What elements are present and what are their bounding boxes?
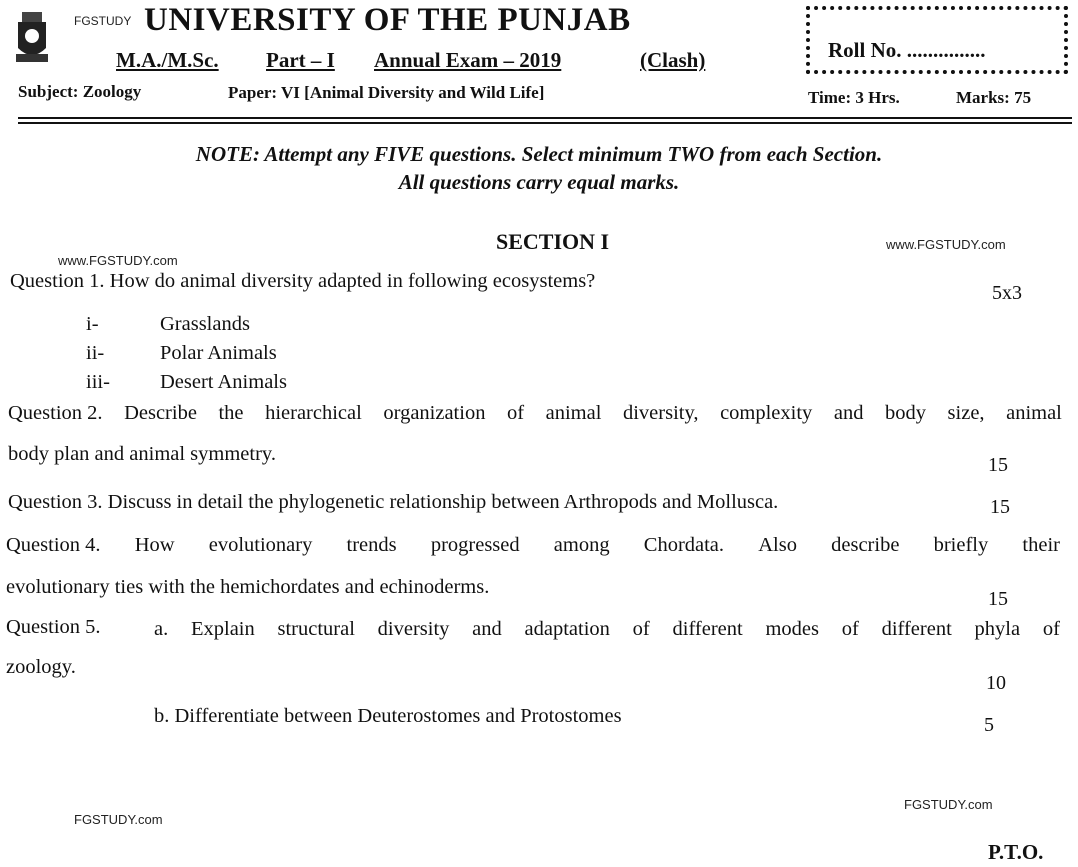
header-divider-second: [18, 122, 1072, 124]
paper-title: Paper: VI [Animal Diversity and Wild Life]: [228, 83, 545, 102]
word: Also: [758, 534, 797, 556]
question-4-line-1: [6, 534, 1060, 557]
roll-number-box: [806, 6, 1068, 74]
word: of: [632, 618, 650, 640]
word: How: [134, 534, 175, 556]
total-marks: Marks: 75: [956, 88, 1032, 107]
question-5a-line-2: zoology.: [6, 656, 76, 678]
word: briefly: [933, 534, 989, 556]
question-4-marks: 15: [988, 588, 1008, 610]
word: the: [218, 402, 244, 424]
question-2-line-1: [8, 402, 1062, 425]
university-crest-icon: [12, 8, 52, 66]
word: body: [885, 402, 926, 424]
question-1-text: Question 1. How do animal diversity adapted in following ecosystems?: [10, 270, 596, 292]
word: phyla: [974, 618, 1021, 640]
list-item-number: ii-: [86, 342, 105, 364]
subject: Subject: Zoology: [18, 82, 142, 101]
question-2-line-2: body plan and animal symmetry.: [8, 443, 276, 465]
word: Describe: [124, 402, 197, 424]
list-item-text: Grasslands: [160, 313, 250, 335]
word: progressed: [430, 534, 520, 556]
question-4-line-2: evolutionary ties with the hemichordates and echinoderms.: [6, 576, 490, 598]
word: describe: [831, 534, 900, 556]
word: of: [507, 402, 525, 424]
question-2-marks: 15: [988, 454, 1008, 476]
word: diversity,: [622, 402, 699, 424]
word: Question 2.: [8, 402, 103, 424]
word: Chordata.: [643, 534, 725, 556]
list-item-text: Polar Animals: [160, 342, 277, 364]
instructions-note: NOTE: Attempt any FIVE questions. Select minimum TWO from each Section.: [195, 142, 883, 166]
question-3-marks: 15: [990, 496, 1010, 518]
question-5b-text: b. Differentiate between Deuterostomes and Protostomes: [154, 705, 622, 727]
word: a.: [154, 618, 169, 640]
word: organization: [383, 402, 486, 424]
word: and: [833, 402, 864, 424]
question-1-marks: 5x3: [992, 282, 1022, 304]
exam-part: Part – I: [266, 48, 335, 72]
word: evolutionary: [208, 534, 313, 556]
word: adaptation: [524, 618, 610, 640]
word: their: [1022, 534, 1060, 556]
exam-program: M.A./M.Sc.: [116, 48, 219, 72]
word: complexity: [720, 402, 813, 424]
watermark-top-left: www.FGSTUDY.com: [58, 253, 178, 268]
watermark-bottom-right: FGSTUDY.com: [904, 797, 993, 812]
word: and: [472, 618, 502, 640]
word: animal: [1006, 402, 1062, 424]
word: of: [841, 618, 859, 640]
instructions-marks: All questions carry equal marks.: [398, 170, 680, 194]
roll-number-label: Roll No. ...............: [828, 38, 986, 62]
word: of: [1042, 618, 1060, 640]
word: size,: [947, 402, 985, 424]
question-5-label: Question 5.: [6, 616, 101, 638]
word: Explain: [190, 618, 255, 640]
question-5a-marks: 10: [986, 672, 1006, 694]
word: diversity: [377, 618, 450, 640]
watermark-bottom-left: FGSTUDY.com: [74, 812, 163, 827]
exam-type: (Clash): [640, 48, 706, 72]
word: animal: [545, 402, 602, 424]
word: modes: [765, 618, 819, 640]
page-turn-over: P.T.O.: [988, 840, 1044, 864]
header-watermark: FGSTUDY: [74, 14, 132, 28]
header-divider: [18, 117, 1072, 119]
exam-title: Annual Exam – 2019: [374, 48, 562, 72]
word: trends: [346, 534, 397, 556]
word: different: [672, 618, 743, 640]
word: structural: [277, 618, 355, 640]
word: different: [881, 618, 952, 640]
word: hierarchical: [265, 402, 362, 424]
university-name: UNIVERSITY OF THE PUNJAB: [144, 2, 631, 38]
list-item-number: i-: [86, 313, 99, 335]
watermark-top-right: www.FGSTUDY.com: [886, 237, 1006, 252]
question-5a-line-1: [154, 618, 1060, 641]
exam-time: Time: 3 Hrs.: [808, 88, 900, 107]
list-item-number: iii-: [86, 371, 110, 393]
question-3-text: Question 3. Discuss in detail the phylogenetic relationship between Arthropods and Mollusca.: [8, 491, 779, 513]
word: among: [553, 534, 610, 556]
question-5b-marks: 5: [984, 714, 994, 736]
list-item-text: Desert Animals: [160, 371, 287, 393]
section-title: SECTION I: [496, 229, 610, 254]
word: Question 4.: [6, 534, 101, 556]
